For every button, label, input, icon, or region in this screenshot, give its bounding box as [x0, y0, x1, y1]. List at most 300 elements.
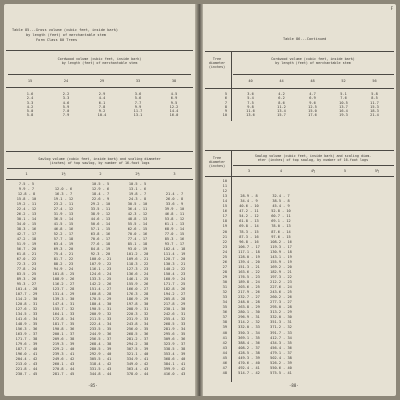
- column-header: 4: [279, 169, 283, 173]
- right-bottom-table-cell: 45.4 - 9: [272, 204, 290, 209]
- right-bottom-table-cell: 479.1 - 37: [270, 350, 292, 355]
- right-top-table-caption: Cordwood volume (cubic feet, inside bark) by length (feet) of merchantable stem: [271, 57, 355, 66]
- bottom-table-cell: 204.4 - 42: [15, 357, 38, 361]
- top-table-header-rule: [8, 74, 191, 75]
- bottom-table-cell: 140.2 - 22: [163, 267, 186, 271]
- bottom-table-cell: 47.2 - 18: [16, 237, 37, 241]
- bottom-table-cell: 83.5 - 25: [16, 272, 37, 276]
- column-header: 2½: [135, 172, 140, 176]
- bottom-table-cell: 150.4 - 23: [163, 272, 186, 276]
- bottom-table-cell: 338.5 - 38: [163, 347, 186, 351]
- top-table-cell: 7.0: [62, 109, 70, 113]
- bottom-table-cell: 46.8 - 16: [53, 227, 74, 231]
- right-bottom-table-cell: 277.3 - 27: [270, 300, 292, 305]
- right-bottom-table-cell: 34.4 - 9: [240, 199, 258, 204]
- column-header: 5: [343, 169, 347, 173]
- right-bottom-table-cell: 550.6 - 40: [270, 365, 292, 370]
- tree-diameter-cell: 7: [224, 100, 227, 105]
- right-bottom-table-cell: 332.0 - 30: [270, 315, 292, 320]
- bottom-table-cell: 33.6 - 9: [165, 202, 184, 206]
- right-bottom-table-cell: 408.2 - 37: [238, 345, 260, 350]
- bottom-table-cell: 180.4 - 30: [89, 302, 112, 306]
- right-top-table-cell: 12.5: [308, 104, 317, 109]
- right-top-table-cell: 5.8: [371, 92, 378, 96]
- bottom-table-cell: 52.2 - 17: [53, 232, 74, 236]
- right-bottom-table-cell: 119.3 - 17: [270, 244, 292, 249]
- right-bottom-table-cell: 388.4 - 36: [238, 340, 260, 345]
- bottom-table-cell: 53.8 - 12: [164, 217, 185, 221]
- right-top-table-cell: 3.6: [247, 92, 254, 96]
- bottom-table-cell: 255.4 - 32: [163, 317, 186, 321]
- bottom-table-cell: 221.8 - 44: [15, 367, 38, 371]
- bottom-table-cell: 16.3 - 7: [54, 192, 73, 196]
- bottom-table-cell: 127.6 - 32: [15, 307, 38, 311]
- bottom-table-cell: 197.8 - 30: [126, 302, 149, 306]
- bottom-table-cell: 139.3 - 30: [52, 297, 75, 301]
- bottom-table-cell: 77.0 - 15: [164, 232, 185, 236]
- top-table-body-rule: [6, 87, 193, 88]
- right-bottom-table-cell: 350.3 - 34: [238, 330, 260, 335]
- tree-diameter-cell: 8: [224, 104, 227, 109]
- bottom-table-cell: 114.2 - 30: [15, 297, 38, 301]
- bottom-table-cell: 44.6 - 13: [90, 217, 111, 221]
- top-table-cell: 5.0: [26, 109, 34, 113]
- column-header: 1½: [61, 172, 66, 176]
- right-bottom-table-cell: 313.2 - 29: [270, 310, 292, 315]
- tree-diameter-cell: 31: [222, 285, 227, 290]
- bottom-table-cell: 116.1 - 23: [89, 267, 112, 271]
- right-bottom-body-rule: [205, 176, 394, 177]
- top-table-cell: 7.9: [62, 113, 70, 118]
- bottom-table-cell: 51.9 - 19: [16, 242, 37, 246]
- right-top-table-cell: 18.3: [370, 109, 379, 113]
- right-bottom-header-rule: [233, 165, 394, 166]
- tree-diameter-cell: 28: [222, 269, 227, 274]
- bottom-table-header-rule: [7, 168, 192, 169]
- bottom-table-cell: 321.1 - 40: [126, 352, 149, 356]
- bottom-table-cell: 233.5 - 35: [89, 327, 112, 331]
- right-top-table-rule: [205, 51, 394, 52]
- top-table-rule: [6, 50, 193, 51]
- right-top-table-cell: 7.5: [247, 100, 254, 105]
- right-bottom-table-cell: 40.6 - 10: [239, 204, 259, 209]
- right-bottom-table-cell: 78.3 - 15: [239, 229, 259, 234]
- right-top-table-cell: 11.6: [246, 109, 255, 113]
- tree-diameter-cell: 24: [222, 249, 227, 254]
- bottom-table-cell: 116.2 - 27: [52, 282, 75, 286]
- tree-diameter-cell: 13: [222, 194, 227, 199]
- top-table-cell: 4.6: [62, 100, 70, 105]
- top-table-cell: 12.2: [169, 104, 179, 109]
- right-bottom-table-cell: 470.6 - 40: [238, 360, 260, 365]
- right-bottom-table-cell: 492.4 - 41: [238, 365, 260, 370]
- tree-diameter-cell: 15: [222, 204, 227, 209]
- right-top-table-cell: 15.7: [277, 113, 286, 118]
- bottom-table-cell: 123.7 - 28: [52, 287, 75, 291]
- bottom-table-cell: 222.4 - 34: [89, 322, 112, 326]
- right-bottom-table-cell: 176.5 - 23: [238, 274, 260, 279]
- right-top-table-cell: 6.2: [278, 96, 285, 101]
- bottom-table-cell: 61.1 - 13: [164, 222, 185, 226]
- bottom-table-cell: 12.8 - 8: [17, 192, 36, 196]
- bottom-table-cell: 34.0 - 15: [16, 222, 37, 226]
- right-bottom-table-cell: 52.8 - 10: [271, 209, 291, 214]
- bottom-table-cell: 93.7 - 17: [164, 242, 185, 246]
- column-header: 40: [248, 79, 253, 83]
- tree-diameter-cell: 10: [222, 179, 227, 183]
- right-bottom-table-cell: 69.1 - 12: [271, 219, 291, 224]
- right-bottom-table-cell: 412.7 - 34: [270, 335, 292, 340]
- tree-diameter-cell: 9: [224, 109, 227, 113]
- bottom-table-cell: 219.3 - 39: [52, 342, 75, 346]
- bottom-table-cell: 368.6 - 40: [163, 357, 186, 361]
- right-bottom-table-cell: 449.3 - 39: [238, 355, 260, 360]
- bottom-table-cell: 46.8 - 11: [164, 212, 185, 216]
- right-bottom-table-cell: 295.0 - 28: [270, 305, 292, 310]
- bottom-table-cell: 146.1 - 25: [126, 277, 149, 281]
- bottom-table-body-rule: [6, 179, 193, 180]
- bottom-table-cell: 7.5 - 5: [18, 182, 35, 186]
- bottom-table-cell: 63.8 - 16: [90, 232, 111, 236]
- bottom-table-cell: 95.3 - 27: [16, 282, 37, 286]
- right-page-corner-mark: F: [390, 6, 393, 11]
- bottom-table-cell: 243.8 - 34: [126, 322, 149, 326]
- bottom-table-cell: 39.9 - 10: [164, 207, 185, 211]
- bottom-table-cell: 77.8 - 24: [16, 267, 37, 271]
- bottom-table-cell: 36.4 - 11: [127, 207, 148, 211]
- column-header: 29: [99, 79, 105, 83]
- bottom-table-cell: 72.3 - 23: [16, 262, 37, 266]
- bottom-table-cell: 12.0 - 6: [54, 187, 73, 191]
- bottom-table-cell: 270.8 - 44: [52, 367, 75, 371]
- bottom-table-cell: 182.8 - 26: [163, 287, 186, 291]
- bottom-table-cell: 242.6 - 31: [163, 312, 186, 316]
- bottom-table-cell: 10.5 - 5: [128, 182, 147, 186]
- column-header: 5½: [374, 169, 380, 173]
- bottom-table-cell: 160.9 - 24: [163, 277, 186, 281]
- bottom-table-cell: 111.4 - 19: [163, 252, 186, 256]
- top-table-cell: 7.8: [98, 104, 106, 109]
- bottom-table-cell: 19.1 - 12: [53, 197, 74, 201]
- right-bottom-table-cell: 212.2 - 23: [270, 280, 292, 284]
- bottom-table-cell: 41.5 - 15: [53, 222, 74, 226]
- bottom-table-cell: 101.2 - 20: [126, 252, 149, 256]
- tree-diameter-cell: 34: [222, 300, 227, 305]
- bottom-table-cell: 239.3 - 41: [52, 352, 75, 356]
- right-top-table-cell: 11.7: [370, 100, 379, 105]
- right-top-table-cell: 5.4: [247, 96, 254, 101]
- bottom-table-cell: 33.5 - 11: [90, 207, 111, 211]
- bottom-table-cell: 181.7 - 35: [52, 322, 75, 326]
- bottom-table-cell: 305.5 - 41: [89, 357, 112, 361]
- bottom-table-cell: 160.8 - 28: [89, 292, 112, 296]
- bottom-table-cell: 256.0 - 35: [126, 327, 149, 331]
- bottom-table-cell: 268.5 - 33: [163, 322, 186, 326]
- bottom-table-cell: 88.2 - 23: [53, 262, 74, 266]
- bottom-table-cell: 294.2 - 38: [126, 342, 149, 346]
- right-page-number: -88-: [289, 383, 299, 388]
- bottom-table-cell: 130.3 - 21: [163, 262, 186, 266]
- bottom-table-cell: 229.2 - 40: [52, 347, 75, 351]
- right-bottom-table-cell: 260.2 - 26: [270, 295, 292, 300]
- right-bottom-table-cell: 60.7 - 11: [271, 214, 291, 219]
- tree-diameter-cell: 36: [222, 310, 227, 315]
- bottom-table-cell: 107.7 - 29: [15, 292, 38, 296]
- right-bottom-table-cell: 78.0 - 13: [271, 224, 291, 229]
- bottom-table-cell: 94.9 - 24: [53, 267, 74, 271]
- right-bottom-table-cell: 54.2 - 12: [239, 214, 259, 219]
- bottom-table-cell: 190.5 - 31: [89, 307, 112, 311]
- bottom-table-cell: 141.6 - 34: [15, 317, 38, 321]
- bottom-table-cell: 120.8 - 31: [15, 302, 38, 306]
- right-top-body-rule: [205, 88, 394, 89]
- bottom-table-cell: 18.4 - 7: [91, 192, 110, 196]
- column-header: 1: [25, 172, 28, 176]
- right-bottom-table-cell: 351.3 - 31: [270, 320, 292, 325]
- bottom-table-cell: 63.4 - 19: [53, 242, 74, 246]
- bottom-table-cell: 213.0 - 43: [15, 362, 38, 366]
- right-bottom-table-cell: 428.5 - 38: [238, 350, 260, 355]
- bottom-table-cell: 156.3 - 36: [15, 327, 38, 331]
- bottom-table-cell: 186.9 - 29: [126, 297, 149, 301]
- right-bottom-table-cell: 434.3 - 35: [270, 340, 292, 345]
- bottom-table-cell: 69.3 - 20: [53, 247, 74, 251]
- right-top-table-cell: 15.0: [308, 109, 317, 113]
- top-table-cell: 9.9: [134, 104, 142, 109]
- bottom-table-cell: 81.7 - 22: [53, 257, 74, 261]
- top-table-cell: 13.1: [133, 113, 143, 118]
- right-bottom-table-rule: [205, 150, 394, 151]
- bottom-table-cell: 10.5 - 5: [91, 182, 110, 186]
- tree-diameter-cell: 33: [222, 295, 227, 300]
- bottom-table-cell: 57.1 - 15: [90, 227, 111, 231]
- bottom-table-cell: 190.8 - 36: [52, 327, 75, 331]
- bottom-table-cell: 109.6 - 21: [126, 257, 149, 261]
- right-bottom-table-cell: 263.8 - 29: [238, 305, 260, 310]
- top-table-cell: 3.3: [26, 100, 34, 105]
- right-top-table-cell: 4.7: [309, 92, 316, 96]
- bottom-table-cell: 166.0 - 27: [126, 287, 149, 291]
- tree-diameter-cell: 10: [222, 113, 227, 118]
- right-bottom-table-cell: 391.7 - 33: [270, 330, 292, 335]
- bottom-table-cell: 170.5 - 29: [89, 297, 112, 301]
- right-bottom-table-cell: 128.0 - 19: [238, 254, 260, 259]
- right-bottom-table-cell: 151.3 - 21: [238, 264, 260, 269]
- bottom-table-cell: 92.3 - 20: [90, 252, 111, 256]
- bottom-table-cell: 307.5 - 39: [126, 347, 149, 351]
- right-bottom-tree-header: Tree diameter (inches): [208, 156, 226, 169]
- left-page: [4, 4, 195, 396]
- column-header: 15: [27, 79, 33, 83]
- bottom-table-cell: 217.8 - 29: [163, 302, 186, 306]
- bottom-table-cell: 38.9 - 12: [90, 212, 111, 216]
- right-bottom-table-cell: 371.2 - 32: [270, 325, 292, 330]
- bottom-table-cell: 30.1 - 14: [16, 217, 37, 221]
- tree-diameter-cell: 44: [222, 350, 227, 355]
- right-bottom-table-cell: 248.0 - 28: [238, 300, 260, 305]
- bottom-table-cell: 211.5 - 33: [89, 317, 112, 321]
- bottom-table-cell: 42.3 - 12: [127, 212, 148, 216]
- right-bottom-table-cell: 514.7 - 42: [238, 370, 260, 375]
- top-table-cell: 1.6: [26, 92, 34, 96]
- top-table-cell: 7.7: [134, 100, 142, 105]
- bottom-table-cell: 30.5 - 10: [127, 202, 148, 206]
- tree-diameter-cell: 6: [224, 96, 227, 101]
- tree-diameter-cell: 22: [222, 239, 227, 244]
- bottom-table-cell: 42.7 - 17: [16, 232, 37, 236]
- right-bottom-table-cell: 87.6 - 14: [271, 229, 291, 234]
- left-page-title-line-1: Table 85.--Gross volume (cubic feet, inside bark): [12, 28, 119, 32]
- top-table-cell: 14.4: [169, 109, 179, 113]
- right-bottom-table-cell: 143.1 - 19: [270, 254, 292, 259]
- bottom-table-cell: 148.9 - 35: [15, 322, 38, 326]
- tree-diameter-cell: 47: [222, 365, 227, 370]
- right-bottom-table-cell: 69.8 - 14: [239, 224, 259, 229]
- tree-diameter-cell: 11: [222, 184, 227, 189]
- column-header: 38: [171, 79, 177, 83]
- top-table-cell: 6.9: [170, 96, 178, 101]
- column-header: 4½: [310, 169, 316, 173]
- bottom-table-cell: 15.8 - 10: [16, 197, 37, 201]
- right-top-table-cell: 15.3: [370, 104, 379, 109]
- bottom-table-cell: 77.4 - 17: [127, 237, 148, 241]
- bottom-table-rule: [6, 151, 193, 152]
- bottom-table-cell: 151.4 - 27: [89, 287, 112, 291]
- bottom-table-cell: 171.7 - 25: [163, 282, 186, 286]
- bottom-table-cell: 57.7 - 18: [53, 237, 74, 241]
- top-table-caption: Cordwood volume (cubic feet, inside bark) by length (feet) of merchantable stem: [57, 57, 142, 66]
- bottom-table-cell: 55.5 - 14: [127, 222, 148, 226]
- bottom-table-cell: 384.1 - 41: [163, 362, 186, 366]
- bottom-table-cell: 75.4 - 21: [53, 252, 74, 256]
- tree-diameter-cell: 37: [222, 315, 227, 320]
- bottom-table-cell: 292.9 - 40: [89, 352, 112, 356]
- bottom-table-cell: 318.4 - 42: [89, 362, 112, 366]
- bottom-table-cell: 120.7 - 20: [163, 257, 186, 261]
- tree-diameter-cell: 46: [222, 360, 227, 365]
- bottom-table-cell: 56.7 - 20: [16, 247, 37, 251]
- right-top-table-cell: 7.6: [340, 96, 347, 101]
- right-bottom-table-cell: 32.4 - 7: [272, 194, 290, 199]
- right-top-table-cell: 11.2: [277, 104, 286, 109]
- bottom-table-cell: 155.7 - 32: [52, 307, 75, 311]
- column-header: 3: [173, 172, 176, 176]
- bottom-table-cell: 77.6 - 18: [90, 242, 111, 246]
- bottom-table-cell: 399.9 - 42: [163, 367, 186, 371]
- top-table-cell: 6.1: [98, 100, 106, 105]
- bottom-table-cell: 89.3 - 26: [16, 277, 37, 281]
- bottom-table-cell: 171.7 - 38: [15, 337, 38, 341]
- bottom-table-cell: 24.3 - 8: [128, 197, 147, 201]
- right-bottom-table-caption: Sawlog volume (cubic feet, inside bark) and scaling diam- eter (inches) of top sawlog, by number of 16-foot logs: [254, 154, 372, 163]
- bottom-table-cell: 353.4 - 39: [163, 352, 186, 356]
- bottom-table-cell: 23.2 - 11: [53, 202, 74, 206]
- bottom-table-cell: 68.9 - 14: [164, 227, 185, 231]
- left-page-title-line-3: Form Class 80 Trees: [36, 38, 78, 42]
- bottom-table-cell: 176.3 - 28: [126, 292, 149, 296]
- tree-diameter-cell: 21: [222, 234, 227, 239]
- bottom-table-cell: 36.5 - 14: [53, 217, 74, 221]
- bottom-table-cell: 26.0 - 8: [165, 197, 184, 201]
- right-top-table-cell: 8.6: [278, 100, 285, 105]
- bottom-table-cell: 70.0 - 16: [127, 232, 148, 236]
- bottom-table-cell: 9.9 - 7: [18, 187, 35, 191]
- bottom-table-cell: 85.3 - 16: [164, 237, 185, 241]
- tree-diameter-cell: 27: [222, 264, 227, 269]
- tree-diameter-cell: 16: [222, 209, 227, 214]
- bottom-table-cell: 281.9 - 34: [163, 327, 186, 331]
- bottom-table-cell: 323.9 - 37: [163, 342, 186, 346]
- right-bottom-table-cell: 130.9 - 18: [270, 249, 292, 254]
- bottom-table-cell: 62.6 - 15: [127, 227, 148, 231]
- tree-diameter-cell: 41: [222, 335, 227, 340]
- right-top-table-cell: 13.4: [277, 109, 286, 113]
- bottom-table-cell: 29.2 - 10: [90, 202, 111, 206]
- bottom-table-cell: 244.9 - 36: [89, 332, 112, 336]
- bottom-table-cell: 334.9 - 41: [126, 357, 149, 361]
- bottom-table-cell: 200.1 - 37: [52, 332, 75, 336]
- bottom-table-cell: 163.9 - 37: [15, 332, 38, 336]
- bottom-table-caption: Sawlog volume (cubic feet, inside bark) and scaling diameter (inches) of top sawlog, by number of 16-foot logs: [38, 157, 161, 166]
- tree-diameter-cell: 42: [222, 340, 227, 345]
- right-page-title: Table 86.--Continued: [283, 37, 327, 41]
- top-table-cell: 10.4: [97, 113, 107, 118]
- tree-diameter-cell: 29: [222, 274, 227, 279]
- bottom-table-cell: 260.1 - 43: [52, 362, 75, 366]
- column-header: 52: [341, 79, 346, 83]
- right-bottom-table-cell: 106.7 - 17: [238, 244, 260, 249]
- top-table-cell: 4.5: [170, 92, 178, 96]
- bottom-table-cell: 22.4 - 12: [16, 207, 37, 211]
- bottom-table-cell: 249.6 - 42: [52, 357, 75, 361]
- bottom-table-cell: 102.4 - 18: [163, 247, 186, 251]
- bottom-table-cell: 19.8 - 7: [128, 192, 147, 196]
- right-bottom-table-cell: 197.3 - 22: [270, 274, 292, 279]
- tree-diameter-cell: 48: [222, 370, 227, 375]
- right-bottom-table-cell: 182.9 - 21: [270, 269, 292, 274]
- top-table-cell: 5.8: [26, 113, 34, 118]
- bottom-table-cell: 230.1 - 30: [163, 307, 186, 311]
- bottom-table-cell: 133.3 - 25: [89, 277, 112, 281]
- right-top-table-cell: 5.1: [340, 92, 347, 96]
- column-header: 24: [63, 79, 69, 83]
- right-bottom-table-cell: 117.1 - 18: [238, 249, 260, 254]
- right-bottom-table-cell: 296.9 - 31: [238, 315, 260, 320]
- top-table-cell: 9.5: [170, 100, 178, 105]
- top-table-cell: 4.4: [98, 96, 106, 101]
- right-bottom-table-cell: 203.6 - 25: [238, 285, 260, 290]
- right-bottom-table-cell: 163.6 - 22: [238, 269, 260, 274]
- bottom-table-cell: 209.6 - 38: [52, 337, 75, 341]
- bottom-table-cell: 378.0 - 44: [126, 372, 149, 376]
- bottom-table-cell: 220.3 - 32: [126, 312, 149, 316]
- top-table-cell: 9.2: [98, 109, 106, 113]
- bottom-table-cell: 281.7 - 45: [52, 372, 75, 376]
- tree-diameter-cell: 17: [222, 214, 227, 219]
- right-bottom-table-cell: 217.9 - 26: [238, 290, 260, 295]
- top-table-cell: 2.4: [26, 96, 34, 101]
- bottom-table-cell: 256.5 - 37: [89, 337, 112, 341]
- tree-diameter-cell: 18: [222, 219, 227, 224]
- bottom-table-cell: 280.5 - 39: [89, 347, 112, 351]
- right-bottom-table-cell: 575.5 - 41: [270, 370, 292, 375]
- right-top-table-cell: 8.5: [371, 96, 378, 101]
- bottom-table-cell: 124.6 - 24: [89, 272, 112, 276]
- right-bottom-divider: [231, 150, 232, 382]
- right-top-table-cell: 10.5: [339, 100, 348, 105]
- right-bottom-table-cell: 456.4 - 36: [270, 345, 292, 350]
- bottom-table-cell: 349.0 - 42: [126, 362, 149, 366]
